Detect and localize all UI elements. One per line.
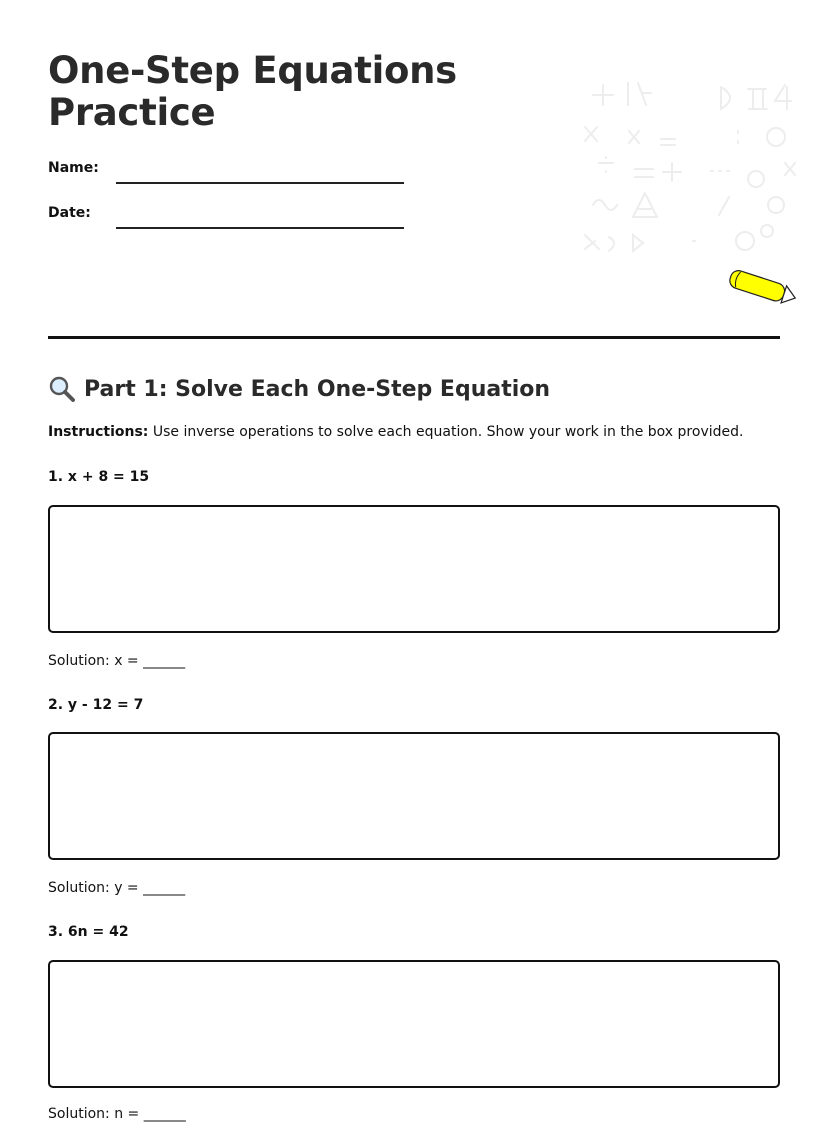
page-title: One-Step Equations Practice [48, 49, 457, 134]
x-doodle-2 [629, 131, 639, 143]
solution-1: Solution: x = ______ [48, 653, 186, 669]
math-doodle-decoration [573, 75, 813, 315]
instructions [48, 424, 780, 440]
pi-doodle [748, 89, 767, 109]
slash-doodle [719, 197, 729, 215]
solution-3: Solution: n = ______ [48, 1106, 186, 1122]
instructions-text: Use inverse operations to solve each equation. Show your work in the box provided. [148, 424, 744, 440]
circle-doodle-4 [736, 232, 754, 250]
circle-doodle [767, 128, 785, 146]
d-doodle [721, 87, 730, 109]
pencil-icon [728, 269, 798, 307]
x-doodle-3 [785, 163, 795, 175]
triangle-doodle [633, 193, 657, 217]
question-1: 1. x + 8 = 15 [48, 469, 150, 485]
work-box-2[interactable] [48, 732, 780, 860]
circle-doodle-3 [768, 197, 784, 213]
solution-2: Solution: y = ______ [48, 880, 186, 896]
instructions-lead: Instructions: [48, 424, 149, 440]
four-doodle [775, 85, 791, 109]
section-heading-part-1 [48, 374, 550, 404]
name-field-row [48, 160, 408, 184]
play-shape-doodle [633, 235, 643, 251]
circle-doodle-5 [761, 225, 773, 237]
faint-math-symbols [585, 83, 795, 251]
pencil-body [728, 269, 787, 303]
squiggle-doodle [593, 200, 617, 210]
angle-doodle [585, 235, 599, 249]
question-3: 3. 6n = 42 [48, 924, 129, 940]
plus-doodle [593, 85, 613, 105]
equals-doodle [661, 139, 675, 145]
x-doodle [585, 127, 597, 141]
magnifying-glass-icon [48, 375, 76, 403]
date-field-row [48, 205, 408, 229]
header-divider [48, 336, 780, 339]
divide-doodle [599, 157, 613, 172]
work-box-3[interactable] [48, 960, 780, 1088]
date-field-line[interactable] [116, 227, 404, 229]
fraction-doodle [628, 83, 651, 105]
question-2: 2. y - 12 = 7 [48, 697, 144, 713]
date-label: Date: [48, 205, 91, 221]
circle-doodle-2 [748, 171, 764, 187]
plus-doodle-2 [663, 163, 681, 181]
section-heading-text: Part 1: Solve Each One-Step Equation [84, 376, 551, 402]
curve-doodle [609, 237, 614, 251]
work-box-1[interactable] [48, 505, 780, 633]
equals-doodle-2 [635, 169, 653, 177]
name-field-line[interactable] [116, 182, 404, 184]
name-label: Name: [48, 160, 99, 176]
